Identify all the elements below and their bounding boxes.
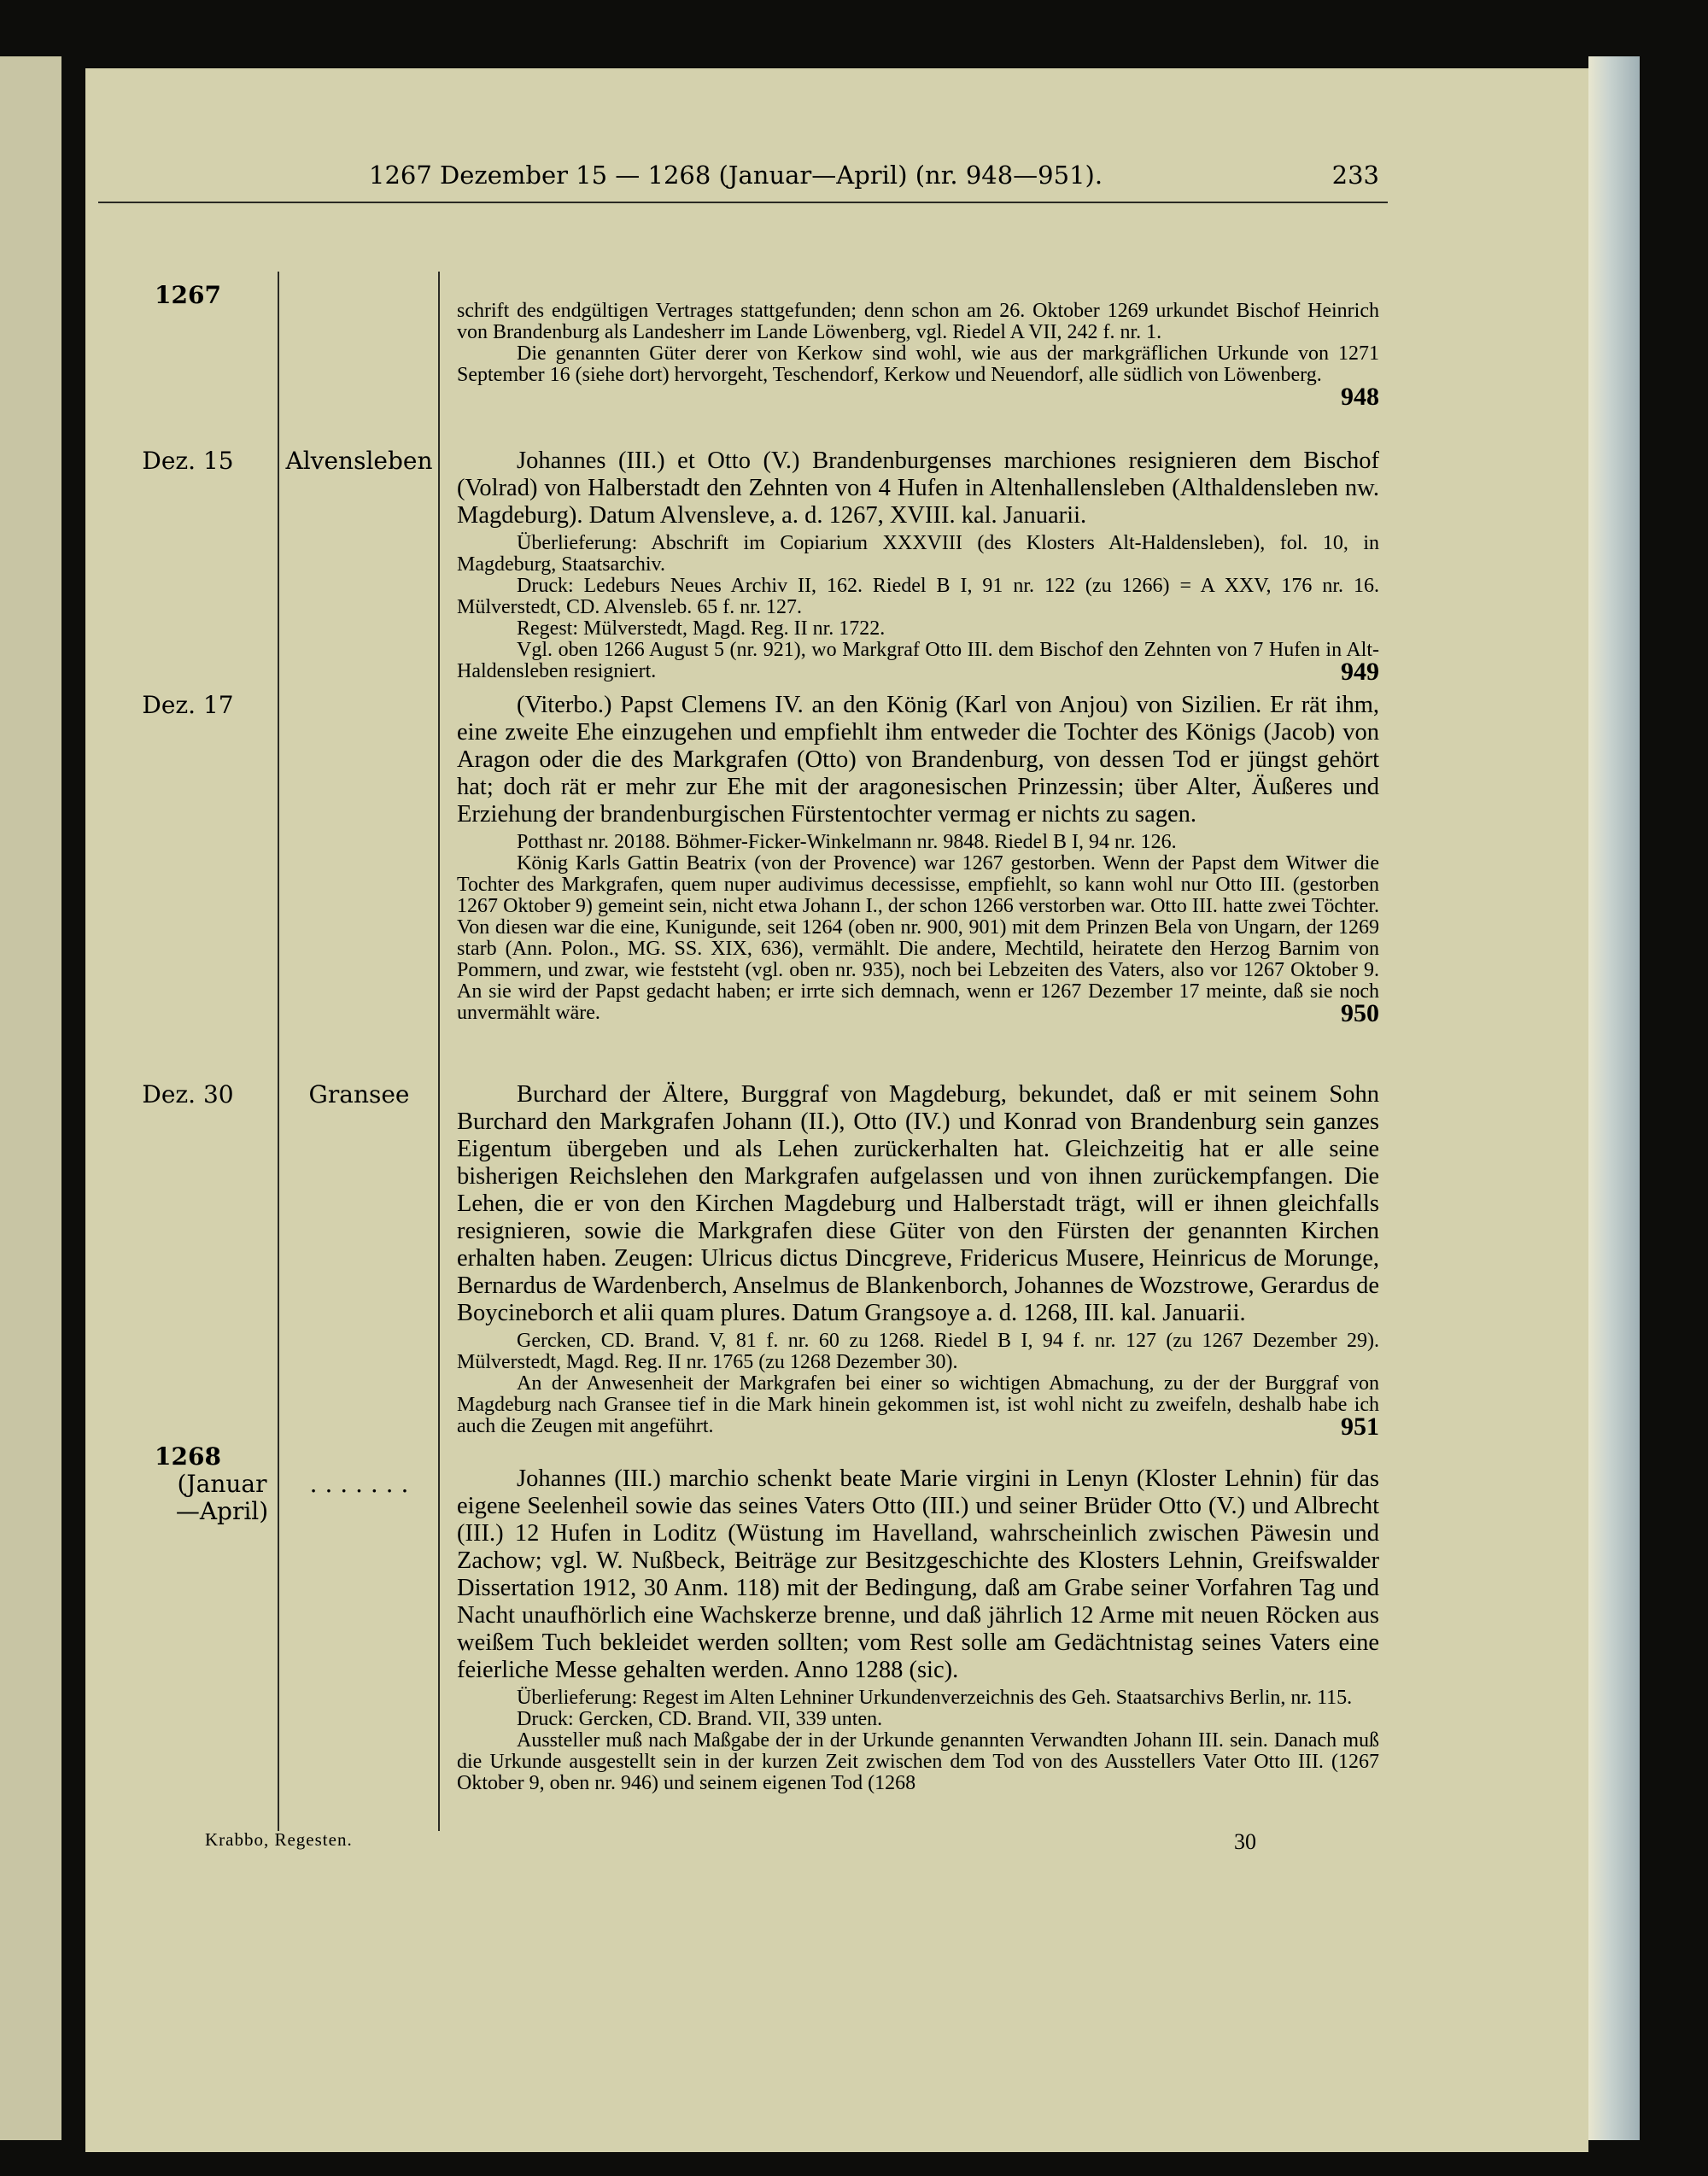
- header-title: 1267 Dezember 15 — 1268 (Januar—April) (nr. 948—951).: [369, 161, 1103, 190]
- entry-note: Überlieferung: Abschrift im Copiarium XXXVIII (des Klosters Alt-Haldensleben), fol. 10, in Magdeburg, Staatsarchiv.: [457, 532, 1379, 576]
- entry-date: Dez. 30: [142, 1080, 234, 1108]
- entry-abstract: (Viterbo.) Papst Clemens IV. an den König (Karl von Anjou) von Sizilien. Er rät ihm, eine zweite Ehe einzugehen und empfiehlt ihm entweder die Tochter des Königs (Jacob) von Aragon oder die des Markgrafen (Otto) von Brandenburg, von dessen Tod er jüngst gehört hat; doch rät er mehr zur Ehe mit der aragonesischen Prinzessin; über Alter, Äußeres und Erziehung der brandenburgischen Fürstentochter vermag er nichts zu sagen.: [457, 692, 1379, 828]
- page-number: 233: [1331, 161, 1379, 190]
- entry-951: [457, 1081, 1379, 1440]
- entry-number: 951: [1341, 1413, 1379, 1441]
- entry-note: Vgl. oben 1266 August 5 (nr. 921), wo Markgraf Otto III. dem Bischof den Zehnten von 7 Hufen in Alt-Haldensleben resigniert. 949: [457, 639, 1379, 686]
- entry-note: Aussteller muß nach Maßgabe der in der Urkunde genannten Verwandten Johann III. sein. Danach muß die Urkunde ausgestellt sein in der kurzen Zeit zwischen dem Tod von des Ausstellers Vater Otto III. (1267 Oktober 9, oben nr. 946) und seinem eigenen Tod (1268: [457, 1729, 1379, 1794]
- entry-note: schrift des endgültigen Vertrages stattgefunden; denn schon am 26. Oktober 1269 urkundet Bischof Heinrich von Brandenburg als Landesherr im Lande Löwenberg, vgl. Riedel A VII, 242 f. nr. 1.: [457, 300, 1379, 343]
- entry-949: [457, 447, 1379, 685]
- entry-note: König Karls Gattin Beatrix (von der Provence) war 1267 gestorben. Wenn der Papst dem Witwer die Tochter des Markgrafen, quem nuper audivimus decessisse, empfiehlt, so kann wohl nur Otto III. (gestorben 1267 Oktober 9) gemeint sein, nicht etwa Johann I., der schon 1266 verstorben war. Otto III. hatte zwei Töchter. Von diesen war die eine, Kunigunde, seit 1264 (oben nr. 900, 901) mit dem Prinzen Bela von Ungarn, der 1269 starb (Ann. Polon., MG. SS. XIX, 636), vermählt. Die andere, Mechtild, heiratete den Herzog Barnim von Pommern, und zwar, wie feststeht (vgl. oben nr. 935), noch bei Lebzeiten des Vaters, also vor 1267 Oktober 9. An sie wird der Papst gedacht haben; er irrte sich demnach, wenn er 1267 Dezember 17 meinte, daß sie noch unvermählt wäre. 950: [457, 852, 1379, 1027]
- sheet-number: 30: [1234, 1829, 1256, 1854]
- entry-note: An der Anwesenheit der Markgrafen bei einer so wichtigen Abmachung, zu der der Burggraf von Magdeburg nach Gransee tief in die Mark hinein gekommen ist, ist wohl nicht zu zweifeln, deshalb habe ich auch die Zeugen mit angeführt. 951: [457, 1372, 1379, 1441]
- entry-number: 950: [1341, 999, 1379, 1027]
- entry-place: Gransee: [308, 1080, 410, 1108]
- place-column-rule: [438, 272, 440, 1831]
- entry-year: 1268: [155, 1442, 221, 1471]
- date-column-rule: [278, 272, 279, 1831]
- entry-date: Dez. 15: [142, 447, 234, 475]
- entry-number: 948: [1341, 383, 1379, 411]
- header-rule: [98, 202, 1388, 203]
- year-label: 1267: [155, 281, 221, 309]
- entry-note: Potthast nr. 20188. Böhmer-Ficker-Winkelmann nr. 9848. Riedel B I, 94 nr. 126.: [517, 831, 1177, 853]
- entry-note: Druck: Ledeburs Neues Archiv II, 162. Riedel B I, 91 nr. 122 (zu 1266) = A XXV, 176 nr. 16. Mülverstedt, CD. Alvensleb. 65 f. nr. 127.: [457, 575, 1379, 618]
- entry-950: [457, 692, 1379, 1027]
- entry-number: 949: [1341, 658, 1379, 686]
- entry-place: Alvensleben: [285, 447, 433, 475]
- entry-abstract: Johannes (III.) et Otto (V.) Brandenburgenses marchiones resignieren dem Bischof (Volrad) von Halberstadt den Zehnten von 4 Hufen in Altenhallensleben (Althaldensleben nw. Magdeburg). Datum Alvensleve, a. d. 1267, XVIII. kal. Januarii.: [457, 447, 1379, 529]
- entry-note: Druck: Gercken, CD. Brand. VII, 339 unten.: [517, 1708, 883, 1730]
- footer-signature: Krabbo, Regesten.: [205, 1829, 353, 1850]
- entry-date: Dez. 17: [142, 691, 234, 719]
- entry-abstract: Johannes (III.) marchio schenkt beate Marie virgini in Lenyn (Kloster Lehnin) für das eigene Seelenheil sowie das seines Vaters Otto (III.) und seiner Brüder Otto (V.) und Albrecht (III.) 12 Hufen in Loditz (Wüstung im Havelland, wahrscheinlich zwischen Päwesin und Zachow; vgl. W. Nußbeck, Beiträge zur Besitzgeschichte des Klosters Lehnin, Greifswalder Dissertation 1912, 30 Anm. 118) mit der Bedingung, daß am Grabe seiner Vorfahren Tag und Nacht unaufhörlich eine Wachskerze brenne, und daß jährlich 12 Arme mit neuen Röcken aus weißem Tuch bekleidet werden sollten; vom Rest solle am Gedächtnistag seines Vaters eine feierliche Messe gehalten werden. Anno 1288 (sic).: [457, 1465, 1379, 1683]
- facing-page-edge: [0, 56, 61, 2140]
- entry-abstract: Burchard der Ältere, Burggraf von Magdeburg, bekundet, daß er mit seinem Sohn Burchard den Markgrafen Johann (II.), Otto (IV.) und Konrad von Brandenburg sein ganzes Eigentum übergeben und als Lehen zurückerhalten hat. Gleichzeitig hat er alle seine bisherigen Reichslehen den Markgrafen aufgelassen und von ihnen zurückempfangen. Die Lehen, die er von den Kirchen Magdeburg und Halberstadt trägt, will er ihnen gleichfalls resignieren, sowie die Markgrafen diese Güter von den Fürsten der genannten Kirchen erhalten haben. Zeugen: Ulricus dictus Dincgreve, Fridericus Musere, Heinricus de Morunge, Bernardus de Wardenberch, Anselmus de Blankenborch, Johannes de Wozstrowe, Gerardus de Boycineborch et alii quam plures. Datum Grangsoye a. d. 1268, III. kal. Januarii.: [457, 1081, 1379, 1326]
- entry-note: Regest: Mülverstedt, Magd. Reg. II nr. 1722.: [517, 617, 886, 640]
- entry-note: Überlieferung: Regest im Alten Lehniner Urkundenverzeichnis des Geh. Staatsarchivs Berlin, nr. 115.: [517, 1687, 1353, 1709]
- entry-place: . . . . . . .: [309, 1470, 409, 1498]
- entry-note: Gercken, CD. Brand. V, 81 f. nr. 60 zu 1268. Riedel B I, 94 f. nr. 127 (zu 1267 Dezember 29). Mülverstedt, Magd. Reg. II nr. 1765 (zu 1268 Dezember 30).: [457, 1330, 1379, 1373]
- running-header: [369, 161, 1379, 195]
- entry-note: Die genannten Güter derer von Kerkow sind wohl, wie aus der markgräflichen Urkunde von 1271 September 16 (siehe dort) hervorgeht, Teschendorf, Kerkow und Neuendorf, alle südlich von Löwenberg. 948: [457, 342, 1379, 411]
- page-stack-edge: [1588, 56, 1640, 2140]
- entry-date: (Januar —April): [175, 1470, 269, 1525]
- entry-948: [457, 301, 1379, 410]
- entry-952: [457, 1465, 1379, 1794]
